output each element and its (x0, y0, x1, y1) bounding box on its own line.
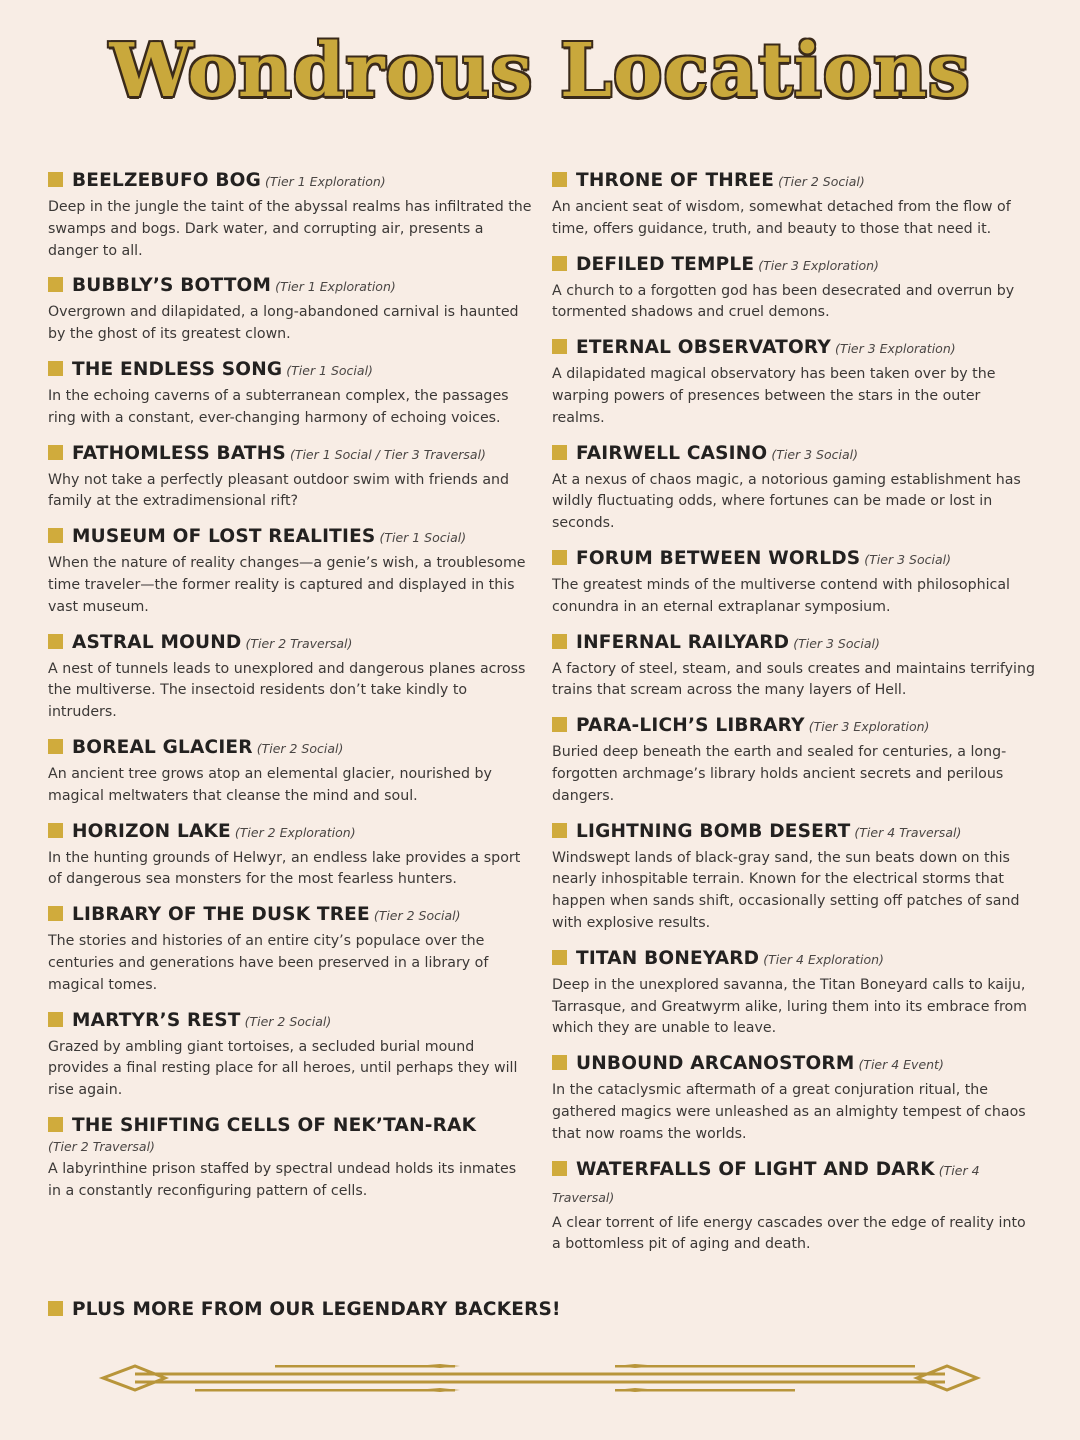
location-description: A factory of steel, steam, and souls creates and maintains terrifying trains that scream across the many layers of Hell. (552, 660, 1035, 699)
location-entry (48, 902, 533, 996)
location-entry (552, 946, 1037, 1040)
location-description: In the hunting grounds of Helwyr, an endless lake provides a sport of dangerous sea monsters for the most fearless hunters. (48, 849, 521, 888)
location-heading (48, 819, 533, 846)
location-heading (48, 524, 533, 551)
location-tier: (Tier 2 Exploration) (234, 824, 356, 840)
location-entry (48, 1008, 533, 1102)
location-entry (48, 168, 533, 262)
location-heading (552, 1157, 1037, 1211)
location-tier: (Tier 2 Social) (244, 1013, 332, 1029)
location-heading (552, 819, 1037, 846)
page-title: Wondrous Locations (109, 28, 971, 114)
location-description: When the nature of reality changes—a genie’s wish, a troublesome time traveler—the former reality is captured and displayed in this vast museum. (48, 555, 526, 615)
location-heading (552, 252, 1037, 279)
bullet-square-icon (48, 823, 63, 838)
location-description: An ancient tree grows atop an elemental glacier, nourished by magical meltwaters that cleanse the mind and soul. (48, 765, 492, 804)
location-name: ASTRAL MOUND (72, 631, 242, 653)
location-tier: (Tier 3 Exploration) (808, 719, 930, 735)
location-tier: (Tier 2 Traversal) (48, 1138, 155, 1154)
location-tier: (Tier 2 Social) (778, 174, 865, 189)
bullet-square-icon (48, 445, 63, 460)
location-description: Buried deep beneath the earth and sealed for centuries, a long-forgotten archmage’s library holds ancient secrets and perilous dangers. (552, 744, 1007, 804)
location-tier: (Tier 1 Social) (286, 362, 373, 378)
location-description: An ancient seat of wisdom, somewhat detached from the flow of time, offers guidance, truth, and beauty to those that need it. (552, 199, 1011, 237)
location-entry (48, 273, 533, 346)
location-heading (48, 1113, 533, 1139)
location-name: MUSEUM OF LOST REALITIES (72, 526, 376, 548)
location-name: PARA-LICH’S LIBRARY (576, 715, 805, 737)
location-name: LIGHTNING BOMB DESERT (576, 820, 851, 842)
location-tier: (Tier 3 Social) (793, 635, 880, 651)
location-entry (552, 819, 1037, 935)
location-name: FATHOMLESS BATHS (72, 442, 286, 464)
location-tier: (Tier 2 Traversal) (245, 635, 353, 651)
location-name: ETERNAL OBSERVATORY (576, 337, 831, 359)
location-tier: (Tier 2 Social) (373, 908, 461, 924)
location-entry (552, 546, 1037, 619)
location-tier: (Tier 2 Social) (256, 740, 344, 756)
location-description: The stories and histories of an entire city’s populace over the centuries and generations have been preserved in a library of magical tomes. (48, 933, 489, 993)
bullet-square-icon (48, 528, 63, 543)
bullet-square-icon (552, 550, 567, 565)
location-heading (552, 1051, 1037, 1078)
location-description: In the echoing caverns of a subterranean complex, the passages ring with a constant, ever-changing harmony of echoing voices. (48, 387, 509, 426)
location-entry (552, 1051, 1037, 1145)
location-name: BUBBLY’S BOTTOM (72, 275, 272, 297)
bullet-square-icon (48, 634, 63, 649)
bullet-square-icon (552, 172, 567, 187)
left-column (48, 168, 533, 1214)
bullet-square-icon (552, 823, 567, 838)
location-name: THRONE OF THREE (576, 170, 775, 191)
location-description: Overgrown and dilapidated, a long-abandoned carnival is haunted by the ghost of its greatest clown. (48, 304, 519, 343)
location-tier: (Tier 4 Exploration) (763, 951, 884, 967)
location-tier: (Tier 1 Exploration) (275, 279, 396, 295)
location-tier: (Tier 4 Event) (858, 1057, 944, 1073)
location-name: WATERFALLS OF LIGHT AND DARK (576, 1158, 935, 1180)
location-tier: (Tier 3 Social) (771, 446, 858, 462)
location-tier: (Tier 1 Exploration) (264, 174, 386, 189)
location-entry (552, 168, 1037, 241)
location-entry (552, 335, 1037, 429)
location-name: BOREAL GLACIER (72, 736, 253, 758)
location-entry (552, 252, 1037, 325)
bullet-square-icon (48, 1117, 63, 1132)
location-entry (48, 357, 533, 430)
location-tier: (Tier 1 Social) (379, 530, 467, 546)
bullet-square-icon (552, 634, 567, 649)
location-description: The greatest minds of the multiverse contend with philosophical conundra in an eternal extraplanar symposium. (552, 576, 1010, 615)
location-description: A nest of tunnels leads to unexplored and dangerous planes across the multiverse. The insectoid residents don’t take kindly to intruders. (48, 660, 526, 721)
location-name: HORIZON LAKE (72, 820, 231, 842)
location-entry (48, 524, 533, 618)
bullet-square-icon (48, 1301, 63, 1316)
location-entry (48, 735, 533, 808)
location-heading (48, 630, 533, 657)
bullet-square-icon (552, 1161, 567, 1176)
location-tier: (Tier 3 Exploration) (758, 257, 879, 273)
bullet-square-icon (48, 906, 63, 921)
location-description: Deep in the jungle the taint of the abyssal realms has infiltrated the swamps and bogs. Dark water, and corrupting air, presents a danger to all. (48, 199, 532, 259)
location-name: DEFILED TEMPLE (576, 253, 755, 275)
right-column (552, 168, 1037, 1267)
location-heading (552, 546, 1037, 573)
location-description: A clear torrent of life energy cascades over the edge of reality into a bottomless pit of aging and death. (552, 1214, 1026, 1253)
location-heading (48, 1008, 533, 1035)
decorative-divider-ornament (95, 1356, 985, 1400)
location-tier: (Tier 3 Social) (864, 551, 951, 567)
bullet-square-icon (48, 277, 63, 292)
location-name: INFERNAL RAILYARD (576, 631, 790, 653)
location-description: A church to a forgotten god has been desecrated and overrun by tormented shadows and cruel demons. (552, 282, 1015, 321)
location-entry (552, 713, 1037, 807)
location-name: BEELZEBUFO BOG (72, 170, 261, 191)
bullet-square-icon (48, 361, 63, 376)
location-entry (552, 1157, 1037, 1257)
location-tier: (Tier 4 Traversal) (552, 1162, 980, 1205)
bullet-square-icon (552, 717, 567, 732)
bullet-square-icon (552, 1055, 567, 1070)
location-description: At a nexus of chaos magic, a notorious gaming establishment has wildly fluctuating odds, where fortunes can be made or lost in seconds. (552, 471, 1021, 532)
location-heading (552, 441, 1037, 468)
location-name: LIBRARY OF THE DUSK TREE (72, 904, 370, 926)
location-heading (552, 713, 1037, 740)
location-heading (48, 168, 533, 195)
location-heading (48, 441, 533, 468)
location-heading (552, 168, 1037, 195)
location-description: A dilapidated magical observatory has been taken over by the warping powers of presences between the stars in the outer realms. (552, 366, 996, 426)
location-heading (48, 273, 533, 300)
location-entry (48, 441, 533, 514)
plus-more-text: PLUS MORE FROM OUR LEGENDARY BACKERS! (72, 1299, 561, 1320)
bullet-square-icon (48, 172, 63, 187)
location-description: Grazed by ambling giant tortoises, a secluded burial mound provides a final resting place for all heroes, until perhaps they will rise again. (48, 1038, 518, 1099)
location-tier: (Tier 4 Traversal) (854, 824, 962, 840)
location-description: Why not take a perfectly pleasant outdoor swim with friends and family at the extradimensional rift? (48, 471, 510, 510)
location-name: FAIRWELL CASINO (576, 442, 768, 464)
location-name: THE ENDLESS SONG (72, 358, 283, 380)
location-description: Deep in the unexplored savanna, the Titan Boneyard calls to kaiju, Tarrasque, and Greatwyrm alike, luring them into its embrace from which they are unable to leave. (552, 976, 1027, 1037)
location-entry (48, 819, 533, 892)
location-entry (552, 441, 1037, 535)
location-entry (48, 630, 533, 724)
bullet-square-icon (552, 950, 567, 965)
location-tier: (Tier 1 Social / Tier 3 Traversal) (289, 446, 486, 462)
location-name: TITAN BONEYARD (576, 947, 760, 969)
location-heading (48, 357, 533, 384)
location-heading (48, 902, 533, 929)
bullet-square-icon (48, 739, 63, 754)
location-heading (48, 735, 533, 762)
location-description: Windswept lands of black-gray sand, the sun beats down on this nearly inhospitable terrain. Known for the electrical storms that happen when sands shift, occasionally setting off patches of sand with explosive results. (552, 849, 1020, 931)
bullet-square-icon (552, 339, 567, 354)
location-entry (48, 1113, 533, 1203)
location-description: In the cataclysmic aftermath of a great conjuration ritual, the gathered magics were unleashed as an almighty tempest of chaos that now roams the worlds. (552, 1082, 1026, 1142)
location-name: MARTYR’S REST (72, 1009, 241, 1031)
location-tier: (Tier 3 Exploration) (834, 341, 956, 357)
location-heading (552, 335, 1037, 362)
location-name: FORUM BETWEEN WORLDS (576, 547, 861, 569)
location-name: THE SHIFTING CELLS OF NEK’TAN-RAK (72, 1114, 477, 1136)
location-description: A labyrinthine prison staffed by spectral undead holds its inmates in a constantly reconfiguring pattern of cells. (48, 1160, 517, 1199)
plus-more-note (48, 1297, 561, 1323)
bullet-square-icon (552, 256, 567, 271)
location-name: UNBOUND ARCANOSTORM (576, 1053, 855, 1075)
location-heading (552, 946, 1037, 973)
location-entry (552, 630, 1037, 703)
bullet-square-icon (552, 445, 567, 460)
bullet-square-icon (48, 1012, 63, 1027)
location-heading (552, 630, 1037, 657)
